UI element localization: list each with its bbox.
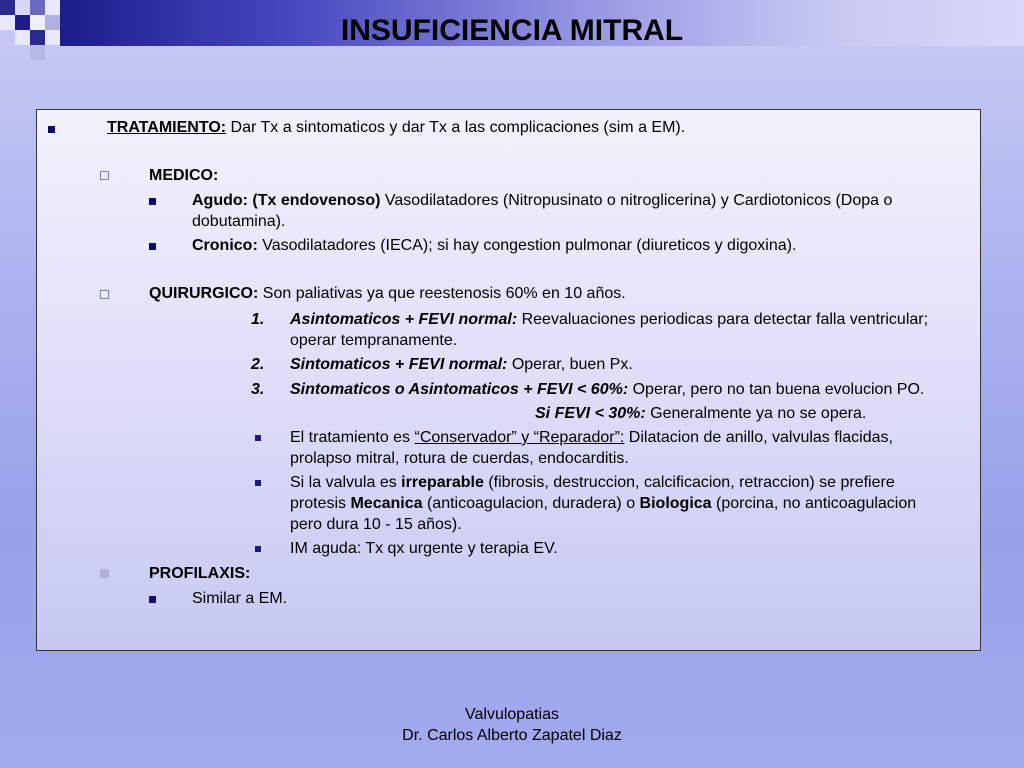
footer-line-2: Dr. Carlos Alberto Zapatel Diaz [402,727,622,744]
agudo-label: Agudo: (Tx endovenoso) [192,192,381,209]
bullet-icon [255,546,261,552]
cronico-label: Cronico: [192,237,258,254]
item2-number: 2. [251,356,265,373]
agudo-line-2: dobutamina). [192,213,286,230]
fevi30-text: Generalmente ya no se opera. [645,405,867,422]
cronico-text: Vasodilatadores (IECA); si hay congestion pulmonar (diureticos y digoxina). [257,237,797,254]
fevi30-label: Si FEVI < 30%: [535,405,646,422]
item2-line [290,354,633,375]
irreparable-line2-pre: protesis [290,495,351,512]
bullet-icon [149,243,156,250]
conservador-line [290,427,893,448]
bullet-icon [149,198,156,205]
decor-square [45,0,60,15]
irreparable-line-2 [290,493,916,514]
item2-label: Sintomaticos + FEVI normal: [290,356,508,373]
hollow-bullet-icon [100,290,109,299]
tratamiento-line [107,117,685,138]
irreparable-line2-mid: (anticoagulacion, duradera) o [422,495,640,512]
biologica-label: Biologica [639,495,712,512]
quirurgico-line [149,283,626,304]
agudo-line [192,190,892,211]
item1-text: Reevaluaciones periodicas para detectar falla ventricular; [517,311,929,328]
tratamiento-text: Dar Tx a sintomaticos y dar Tx a las complicaciones (sim a EM). [226,119,686,136]
item1-line-2: operar tempranamente. [290,332,458,349]
decor-square [15,0,30,15]
conservador-text: Dilatacion de anillo, valvulas flacidas, [624,429,893,446]
fevi30-line [535,403,866,424]
content-box [36,109,981,651]
similar-line: Similar a EM. [192,590,288,607]
item1-label: Asintomaticos + FEVI normal: [290,311,518,328]
mecanica-label: Mecanica [350,495,423,512]
item3-number: 3. [251,381,265,398]
medico-label: MEDICO: [149,167,219,184]
tratamiento-label: TRATAMIENTO: [107,119,227,136]
grey-bullet-icon [100,569,109,578]
item3-label: Sintomaticos o Asintomaticos + FEVI < 60%: [290,381,629,398]
irreparable-line-3: pero dura 10 - 15 años). [290,516,462,533]
item2-text: Operar, buen Px. [507,356,633,373]
item1-number: 1. [251,311,265,328]
bullet-icon [255,480,261,486]
irreparable-bold: irreparable [401,474,484,491]
agudo-text: Vasodilatadores (Nitropusinato o nitroglicerina) y Cardiotonicos (Dopa o [380,192,893,209]
item3-line [290,379,924,400]
item1-line [290,309,928,330]
decor-square [30,0,45,15]
irreparable-line2-end: (porcina, no anticoagulacion [711,495,917,512]
bullet-icon [149,596,156,603]
hollow-bullet-icon [100,171,109,180]
bullet-icon [255,435,261,441]
irreparable-text: (fibrosis, destruccion, calcificacion, retraccion) se prefiere [483,474,895,491]
decor-square [0,0,15,15]
cronico-line [192,235,796,256]
im-aguda-line: IM aguda: Tx qx urgente y terapia EV. [290,540,558,557]
irreparable-pre: Si la valvula es [290,474,402,491]
item3-text: Operar, pero no tan buena evolucion PO. [628,381,925,398]
footer-line-1: Valvulopatias [465,706,559,723]
conservador-line-2: prolapso mitral, rotura de cuerdas, endocarditis. [290,450,629,467]
quirurgico-text: Son paliativas ya que reestenosis 60% en 10 años. [258,285,626,302]
bullet-icon [48,126,55,133]
irreparable-line [290,472,895,493]
conservador-pre: El tratamiento es [290,429,415,446]
quirurgico-label: QUIRURGICO: [149,285,259,302]
page-title: INSUFICIENCIA MITRAL [340,14,684,47]
conservador-link: “Conservador” y “Reparador”: [414,429,625,446]
profilaxis-label: PROFILAXIS: [149,565,251,582]
